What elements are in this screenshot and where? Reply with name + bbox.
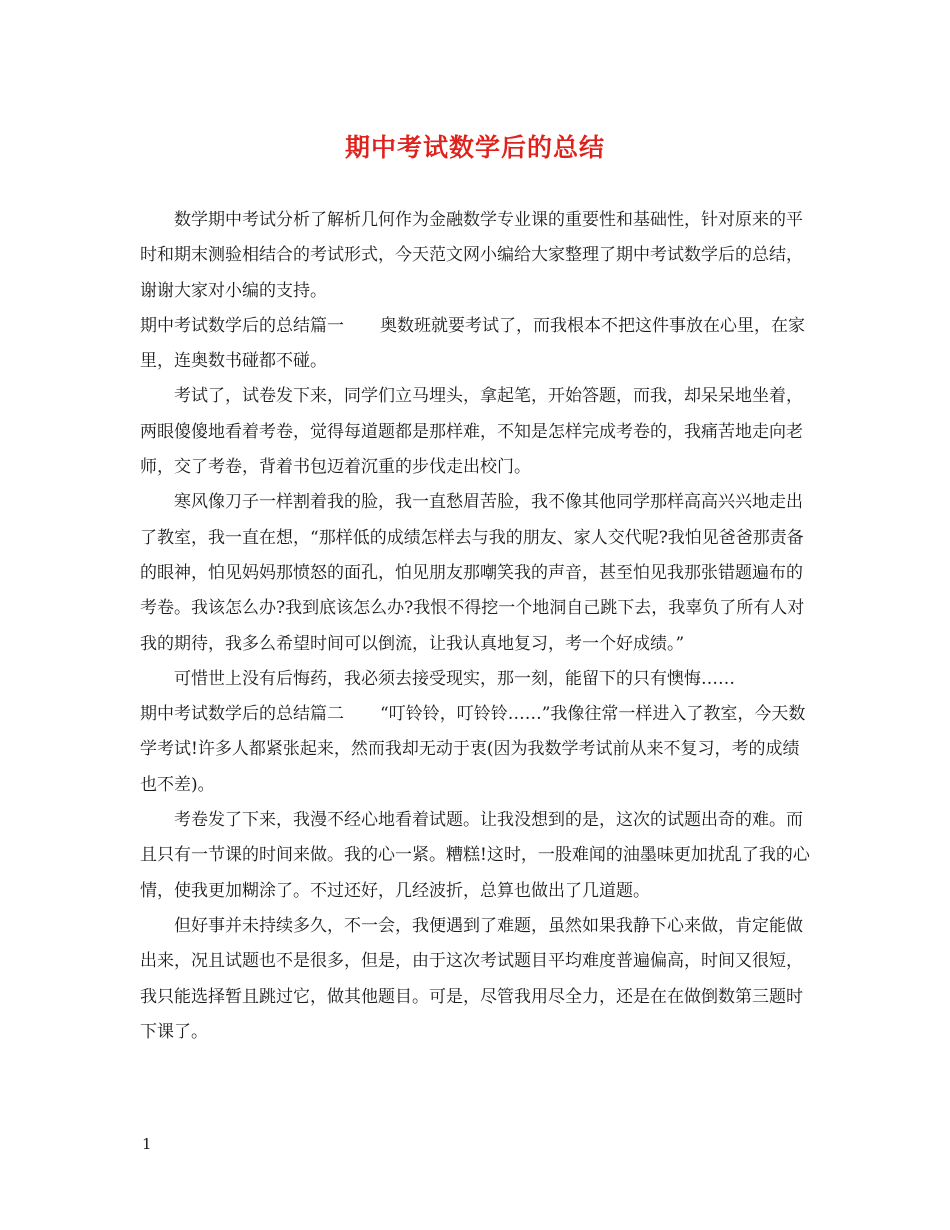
section-two-paragraph — [140, 697, 815, 803]
section-one-text: 奥数班就要考试了，而我根本不把这件事放在心里，在家里，连奥数书碰都不碰。 — [140, 315, 805, 372]
paragraph-7: 但好事并未持续多久，不一会，我便遇到了难题，虽然如果我静下心来做，肯定能做出来，况且试题也不是很多，但是，由于这次考试题目平均难度普遍偏高，时间又很短，我只能选择暂且跳过它，做其他题目。可是，尽管我用尽全力，还是在在做倒数第三题时下课了。 — [140, 915, 803, 1042]
page-number: 1 — [142, 1135, 152, 1153]
section-two-text: “叮铃铃，叮铃铃……”我像往常一样进入了教室，今天数学考试!许多人都紧张起来，然而我却无动于衷(因为我数学考试前从来不复习，考的成绩也不差)。 — [140, 704, 806, 795]
document-title: 期中考试数学后的总结 — [344, 133, 605, 162]
paragraph-4: 可惜世上没有后悔药，我必须去接受现实，那一刻，能留下的只有懊悔…… — [174, 668, 735, 689]
section-heading-1: 期中考试数学后的总结篇一 — [140, 315, 344, 336]
document-body — [140, 203, 815, 1050]
intro-paragraph: 数学期中考试分析了解析几何作为金融数学专业课的重要性和基础性，针对原来的平时和期末测验相结合的考试形式，今天范文网小编给大家整理了期中考试数学后的总结，谢谢大家对小编的支持。 — [140, 210, 803, 301]
paragraph-3: 寒风像刀子一样割着我的脸，我一直愁眉苦脸，我不像其他同学那样高高兴兴地走出了教室，我一直在想，“那样低的成绩怎样去与我的朋友、家人交代呢?我怕见爸爸那责备的眼神，怕见妈妈那愤怒的面孔，怕见朋友那嘲笑我的声音，甚至怕见我那张错题遍布的考卷。我该怎么办?我到底该怎么办?我恨不得挖一个地洞自己跳下去，我辜负了所有人对我的期待，我多么希望时间可以倒流，让我认真地复习，考一个好成绩。” — [140, 492, 805, 654]
paragraph-6: 考卷发了下来，我漫不经心地看着试题。让我没想到的是，这次的试题出奇的难。而且只有一节课的时间来做。我的心一紧。糟糕!这时，一股难闻的油墨味更加扰乱了我的心情，使我更加糊涂了。不过还好，几经波折，总算也做出了几道题。 — [140, 810, 810, 901]
section-heading-2: 期中考试数学后的总结篇二 — [140, 704, 344, 725]
section-one-paragraph — [140, 309, 815, 380]
paragraph-2: 考试了，试卷发下来，同学们立马埋头，拿起笔，开始答题，而我，却呆呆地坐着，两眼傻傻地看着考卷，觉得每道题都是那样难，不知是怎样完成考卷的，我痛苦地走向老师，交了考卷，背着书包迈着沉重的步伐走出校门。 — [140, 386, 803, 478]
